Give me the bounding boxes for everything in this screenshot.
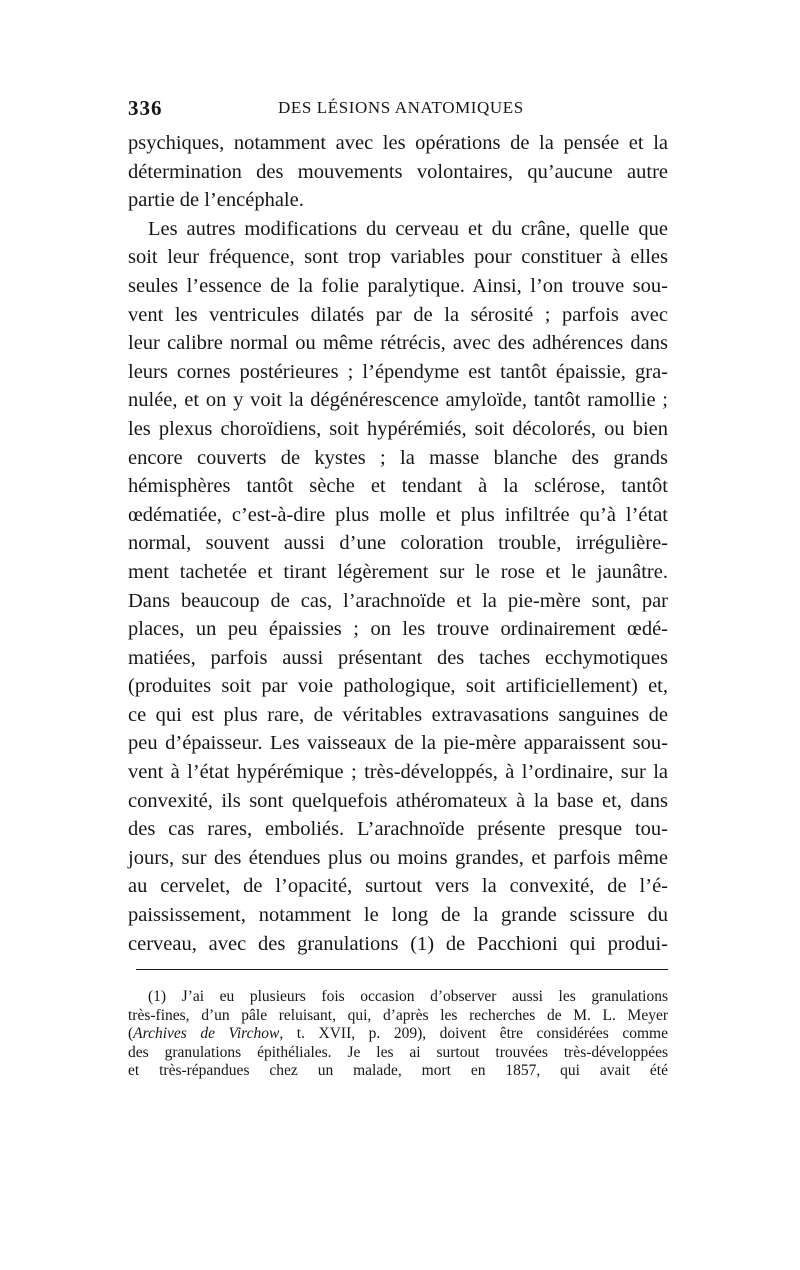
text-line: vent les ventricules dilatés par de la sérosité ; parfois avec [128, 303, 668, 326]
footnote-citation-italic: Archives de Virchow [133, 1025, 280, 1043]
footnote-line: et très-répandues chez un malade, mort en 1857, qui avait été [128, 1062, 668, 1080]
paragraph-start-line: Les autres modifications du cerveau et du crâne, quelle que [148, 217, 668, 240]
text-line: convexité, ils sont quelquefois athéromateux à la base et, dans [128, 789, 668, 812]
footnote [128, 988, 668, 1081]
text-line: seules l’essence de la folie paralytique. Ainsi, l’on trouve sou- [128, 274, 668, 297]
text-line: ment tachetée et tirant légèrement sur le rose et le jaunâtre. [128, 560, 668, 583]
text-line: Dans beaucoup de cas, l’arachnoïde et la pie-mère sont, par [128, 589, 668, 612]
footnote-paren: ( [128, 1025, 134, 1043]
text-line: nulée, et on y voit la dégénérescence amyloïde, tantôt ramollie ; [128, 389, 668, 412]
text-line: détermination des mouvements volontaires, qu’aucune autre [128, 160, 668, 183]
text-line: paississement, notamment le long de la grande scissure du [128, 904, 668, 927]
text-line: œdématiée, c’est-à-dire plus molle et plus infiltrée qu’à l’état [128, 503, 668, 526]
text-line: matiées, parfois aussi présentant des taches ecchymotiques [128, 646, 668, 669]
text-line: places, un peu épaissies ; on les trouve ordinairement œdé- [128, 618, 668, 641]
running-header [128, 96, 668, 122]
text-line: psychiques, notamment avec les opérations de la pensée et la [128, 132, 668, 154]
text-line: leur calibre normal ou même rétrécis, avec des adhérences dans [128, 332, 668, 355]
footnote-line: très-fines, d’un pâle reluisant, qui, d’après les recherches de M. L. Meyer [128, 1006, 668, 1024]
text-line: des cas rares, emboliés. L’arachnoïde présente presque tou- [128, 818, 668, 841]
text-line: vent à l’état hypérémique ; très-développés, à l’ordinaire, sur la [128, 761, 668, 784]
text-line: les plexus choroïdiens, soit hypérémiés, soit décolorés, ou bien [128, 417, 668, 440]
text-line: (produites soit par voie pathologique, soit artificiellement) et, [128, 675, 668, 698]
text-line: jours, sur des étendues plus ou moins grandes, et parfois même [128, 846, 668, 869]
text-line: partie de l’encéphale. [128, 189, 304, 212]
text-line: encore couverts de kystes ; la masse blanche des grands [128, 446, 668, 469]
footnote-line: (1) J’ai eu plusieurs fois occasion d’observer aussi les granulations [148, 988, 668, 1005]
text-line: leurs cornes postérieures ; l’épendyme est tantôt épaissie, gra- [128, 360, 668, 383]
text-line: cerveau, avec des granulations (1) de Pacchioni qui produi- [128, 932, 668, 955]
text-line: ce qui est plus rare, de véritables extravasations sanguines de [128, 703, 668, 726]
main-text [128, 129, 668, 958]
footnote-separator-rule [136, 969, 668, 970]
footnote-citation-rest: , t. XVII, p. 209), doivent être considérées comme [279, 1025, 668, 1043]
footnote-line: des granulations épithéliales. Je les ai surtout trouvées très-développées [128, 1043, 668, 1061]
running-title: DES LÉSIONS ANATOMIQUES [278, 98, 524, 117]
text-line: hémisphères tantôt sèche et tendant à la sclérose, tantôt [128, 475, 668, 498]
footnote-line [128, 1025, 668, 1044]
text-line: soit leur fréquence, sont trop variables pour constituer à elles [128, 246, 668, 269]
page-number: 336 [128, 96, 163, 120]
text-line: au cervelet, de l’opacité, surtout vers la convexité, de l’é- [128, 875, 668, 898]
text-line: peu d’épaisseur. Les vaisseaux de la pie-mère apparaissent sou- [128, 732, 668, 755]
text-line: normal, souvent aussi d’une coloration trouble, irrégulière- [128, 532, 668, 555]
